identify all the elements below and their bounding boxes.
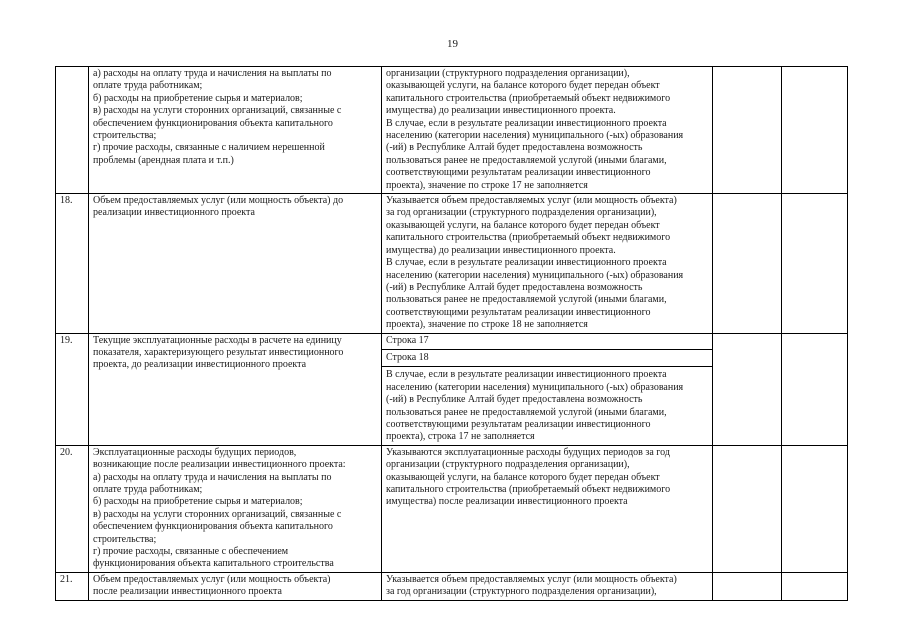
indicator-name [89,194,382,333]
indicator-name-line: реализации инвестиционного проекта [93,207,255,219]
instruction-line: проекта), строка 17 не заполняется [386,431,535,443]
indicator-name-line: строительства; [93,130,157,142]
instruction-line: имущества) после реализации инвестиционного проекта [386,496,628,508]
table-row [56,445,848,572]
row-number [56,67,89,194]
instruction-line: проекта), значение по строке 18 не заполняется [386,319,588,331]
table-row [56,194,848,333]
instruction-line: капитального строительства (приобретаемый объект недвижимого [386,232,671,244]
instruction-line: (-ий) в Республике Алтай будет предоставлена возможность [386,394,643,406]
instruction-line: соответствующими результатам реализации инвестиционного [386,418,651,430]
table-row [56,333,848,445]
indicator-name-line: Объем предоставляемых услуг (или мощность объекта) [93,573,331,585]
note-block [382,366,712,443]
instruction-line: (-ий) в Республике Алтай будет предоставлена возможность [386,281,643,293]
instruction-line: Указывается объем предоставляемых услуг (или мощность объекта) [386,573,677,585]
empty-cell [782,445,848,572]
indicator-name-line: возникающие после реализации инвестиционного проекта: [93,459,346,471]
indicator-name [89,445,382,572]
indicator-name-line: б) расходы на приобретение сырья и материалов; [93,92,303,104]
filling-instructions [382,194,713,333]
indicator-name-line: Объем предоставляемых услуг (или мощность объекта) до [93,195,344,207]
row-number: 19. [56,333,89,445]
indicator-name-line: оплате труда работникам; [93,80,203,92]
table-row [56,67,848,194]
empty-cell [713,572,782,600]
empty-cell [713,194,782,333]
indicator-name-line: а) расходы на оплату труда и начисления на выплаты по [93,68,332,79]
empty-cell [713,445,782,572]
table-row [56,572,848,600]
filling-instructions [382,445,713,572]
filling-instructions [382,67,713,194]
instruction-line: населению (категории населения) муниципального (-ых) образования [386,130,684,142]
indicator-name-line: показателя, характеризующего результат инвестиционного [93,346,344,358]
numerator-label: Строка 17 [386,334,429,346]
instruction-line: оказывающей услуги, на балансе которого будет передан объект [386,219,660,231]
instruction-line: проекта), значение по строке 17 не заполняется [386,179,588,191]
empty-cell [782,333,848,445]
instruction-line: организации (структурного подразделения организации), [386,459,630,471]
indicator-name-line: в) расходы на услуги сторонних организаций, связанные с [93,105,342,117]
instruction-line: Указывается объем предоставляемых услуг (или мощность объекта) [386,195,677,207]
indicator-name-line: Текущие эксплуатационные расходы в расчете на единицу [93,334,342,346]
indicator-name-line: б) расходы на приобретение сырья и материалов; [93,496,303,508]
instruction-line: соответствующими результатам реализации инвестиционного [386,306,651,318]
instruction-line: за год организации (структурного подразделения организации), [386,207,657,219]
indicator-name-line: проекта, до реализации инвестиционного проекта [93,359,307,371]
instruction-line: оказывающей услуги, на балансе которого будет передан объект [386,471,660,483]
indicator-name-line: оплате труда работникам; [93,484,203,495]
indicator-name-line: строительства; [93,533,157,545]
empty-cell [782,194,848,333]
denominator-label: Строка 18 [382,349,712,364]
indicator-name-line: функционирования объекта капитального строительства [93,558,334,570]
instruction-line: имущества) до реализации инвестиционного проекта. [386,105,616,117]
page-number: 19 [447,38,458,50]
instruction-line: пользоваться ранее не предоставляемой услугой (иными благами, [386,154,667,166]
instruction-line: соответствующими результатам реализации инвестиционного [386,167,651,179]
instruction-line: капитального строительства (приобретаемый объект недвижимого [386,484,671,495]
instruction-line: имущества) до реализации инвестиционного проекта. [386,244,616,256]
row-number: 20. [56,445,89,572]
instruction-line: пользоваться ранее не предоставляемой услугой (иными благами, [386,406,667,418]
indicator-name [89,333,382,445]
instruction-line: оказывающей услуги, на балансе которого будет передан объект [386,80,660,92]
indicator-name-line: обеспечением функционирования объекта капитального [93,521,333,533]
instruction-line: Указываются эксплуатационные расходы будущих периодов за год [386,446,670,458]
instruction-line: за год организации (структурного подразделения организации), [386,586,657,598]
instruction-line: (-ий) в Республике Алтай будет предоставлена возможность [386,142,643,154]
empty-cell [782,572,848,600]
instruction-line: В случае, если в результате реализации инвестиционного проекта [386,257,667,269]
empty-cell [713,67,782,194]
empty-cell [713,333,782,445]
indicator-name-line: г) прочие расходы, связанные с обеспечением [93,546,289,558]
row-number: 18. [56,194,89,333]
indicator-name [89,67,382,194]
filling-instructions [382,572,713,600]
instruction-line: населению (категории населения) муниципального (-ых) образования [386,381,684,393]
instruction-line: организации (структурного подразделения организации), [386,68,630,79]
instruction-line: капитального строительства (приобретаемый объект недвижимого [386,92,671,104]
instruction-line: населению (категории населения) муниципального (-ых) образования [386,269,684,281]
instruction-line: В случае, если в результате реализации инвестиционного проекта [386,369,667,381]
row-number: 21. [56,572,89,600]
empty-cell [782,67,848,194]
indicator-name-line: а) расходы на оплату труда и начисления на выплаты по [93,471,332,483]
indicator-name [89,572,382,600]
indicator-name-line: проблемы (арендная плата и т.п.) [93,154,234,166]
indicator-name-line: обеспечением функционирования объекта капитального [93,117,333,129]
indicator-name-line: г) прочие расходы, связанные с наличием нерешенной [93,142,325,154]
indicators-table [55,66,848,601]
instruction-line: В случае, если в результате реализации инвестиционного проекта [386,117,667,129]
indicator-name-line: после реализации инвестиционного проекта [93,586,282,598]
indicator-name-line: Эксплуатационные расходы будущих периодов, [93,446,297,458]
instruction-line: пользоваться ранее не предоставляемой услугой (иными благами, [386,294,667,306]
indicator-name-line: в) расходы на услуги сторонних организаций, связанные с [93,508,342,520]
filling-instructions [382,333,713,445]
